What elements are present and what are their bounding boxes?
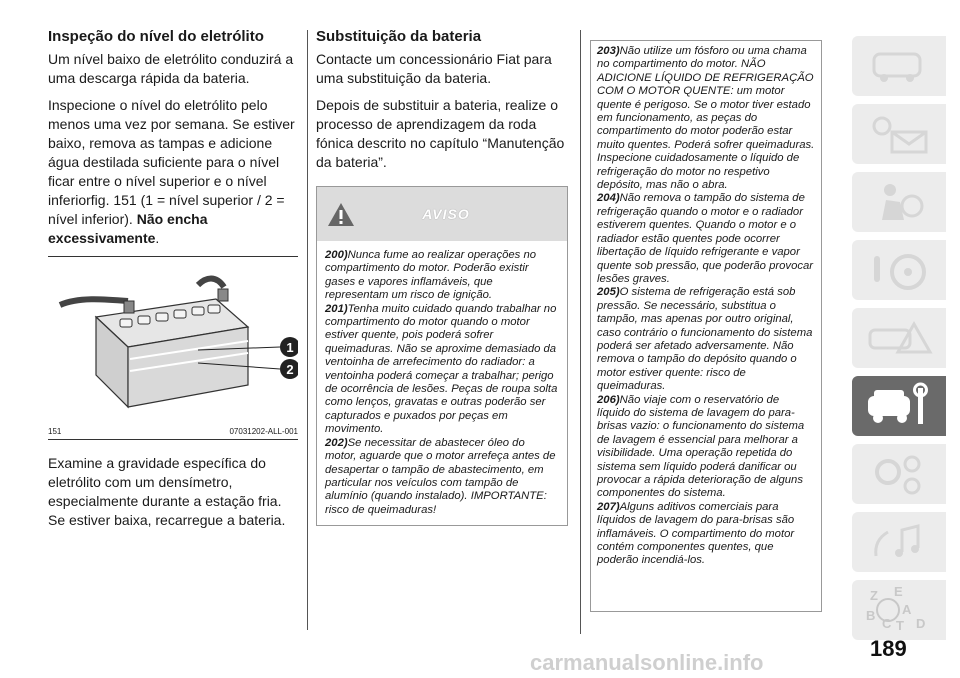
watermark: carmanualsonline.info — [530, 650, 764, 675]
tab-driving[interactable] — [852, 240, 946, 300]
maintenance-icon — [852, 376, 946, 436]
safety-icon — [852, 172, 946, 232]
warning-notes-continued — [590, 40, 822, 612]
callout-2: 2 — [286, 362, 294, 377]
tab-index[interactable] — [852, 580, 946, 640]
svg-text:B: B — [866, 608, 876, 623]
svg-text:Z: Z — [870, 588, 878, 603]
warning-lights-icon — [852, 104, 946, 164]
figure-151 — [48, 256, 298, 440]
tab-multimedia[interactable] — [852, 512, 946, 572]
paragraph: Examine a gravidade específica do eletrólito com um densímetro, especialmente durante a estação fria. Se estiver baixa, recarregue a bateria. — [48, 455, 286, 528]
column-divider — [307, 30, 308, 630]
note-item: 200)Nunca fume ao realizar operações no compartimento do motor. Poderão existir gases e vapores inflamáveis, que representam um risco de ignição. — [325, 249, 537, 302]
driving-icon — [852, 240, 946, 300]
tab-warning-lights[interactable] — [852, 104, 946, 164]
warning-triangle-icon — [327, 201, 355, 227]
section-heading-replacement: Substituição da bateria — [316, 28, 482, 45]
page-number: 189 — [870, 636, 907, 661]
note-item: 203)Não utilize um fósforo ou uma chama no compartimento do motor. NÃO ADICIONE LÍQUIDO DE REFRIGERAÇÃO COM O MOTOR QUENTE: um motor quente é perigoso. Se o motor tiver estado em funcionamento, as peças do compartimento do motor poderão estar muito quentes. Poderá sofrer queimaduras. Inspecione cuidadosamente o líquido de refrigeração do motor no respetivo depósito, mas não o abra. — [597, 45, 815, 192]
figure-code: 07031202-ALL-001 — [229, 427, 298, 436]
paragraph: Inspecione o nível do eletrólito pelo menos uma vez por semana. Se estiver baixo, remova as tampas e adicione água destilada suficiente para o nível ficar entre o nível superior e o nível inferiorfig. 151 (1 = nível superior / 2 = nível inferior). Não encha excessivamente. — [48, 97, 295, 246]
column-divider — [580, 30, 581, 634]
tab-technical-data[interactable] — [852, 444, 946, 504]
warning-header — [317, 187, 567, 241]
battery-illustration — [48, 257, 298, 427]
paragraph: Contacte um concessionário Fiat para uma substituição da bateria. — [316, 51, 552, 86]
car-dashboard-icon — [852, 36, 946, 96]
bold-warning-text: Não encha excessivamente — [48, 211, 208, 246]
tab-car-dashboard[interactable] — [852, 36, 946, 96]
note-item: 205)O sistema de refrigeração está sob pressão. Se necessário, substitua o tampão, mas apenas por outro original, caso contrário o funcionamento do sistema poderá ser afetado adversamente. Não remova o tampão do depósito quando o motor estiver quente: risco de queimaduras. — [597, 286, 813, 393]
note-item: 206)Não viaje com o reservatório de líquido do sistema de lavagem do para-brisas vazio: o funcionamento do sistema de lavagem é essencial para melhorar a visibilidade. Uma operação repetida do sistema sem líquido poderá danificar ou provocar a rápida deterioração de alguns componentes do sistema. — [597, 393, 805, 500]
svg-text:E: E — [894, 584, 903, 599]
column-middle — [316, 28, 568, 526]
note-item: 202)Se necessitar de abastecer óleo do motor, aguarde que o motor arrefeça antes de desapertar o tampão de abastecimento, em particular nos veículos com tampão de alumínio (quando instalado). IMPORTANTE: risco de queimaduras! — [325, 436, 556, 516]
figure-caption — [48, 427, 298, 440]
section-heading-electrolyte: Inspeção do nível do eletrólito — [48, 28, 264, 45]
technical-data-icon — [852, 444, 946, 504]
svg-text:A: A — [902, 602, 912, 617]
tab-safety[interactable] — [852, 172, 946, 232]
warning-box — [316, 186, 568, 526]
chapter-tabs — [852, 36, 946, 648]
column-right — [590, 40, 835, 612]
tab-maintenance-active[interactable] — [852, 376, 946, 436]
warning-notes — [317, 241, 567, 525]
paragraph: Depois de substituir a bateria, realize o processo de aprendizagem da roda fónica descrito no capítulo “Manutenção da bateria”. — [316, 97, 565, 170]
multimedia-icon — [852, 512, 946, 572]
tab-emergency[interactable] — [852, 308, 946, 368]
emergency-icon — [852, 308, 946, 368]
paragraph: Um nível baixo de eletrólito conduzirá a uma descarga rápida da bateria. — [48, 51, 294, 86]
note-item: 201)Tenha muito cuidado quando trabalhar no compartimento do motor quando o motor estiver quente, pois poderá sofrer queimaduras. Não se aproxime demasiado da ventoinha de arrefecimento do radiador: a ventoinha poderá começar a trabalhar; perigo de ocorrência de lesões. Peças de roupa solta como lenços, gravatas e outras poderão ser capturados e puxados por peças em movimento. — [325, 302, 558, 436]
svg-text:T: T — [896, 618, 904, 633]
figure-number: 151 — [48, 427, 62, 436]
note-item: 204)Não remova o tampão do sistema de refrigeração quando o motor e o radiador estiverem quentes. Quando o motor e o radiador estão quentes pode ocorrer libertação de líquido refrigerante e vapor quente sob pressão, que poderão provocar lesões graves. — [597, 192, 814, 285]
note-item: 207)Alguns aditivos comerciais para líquidos de lavagem do para-brisas são inflamáveis. O compartimento do motor contém componentes quentes, que poderão incendiá-los. — [597, 500, 795, 567]
column-left — [48, 28, 298, 538]
callout-1: 1 — [286, 340, 294, 355]
warning-title: AVISO — [422, 206, 470, 222]
index-icon — [852, 580, 946, 640]
svg-text:C: C — [882, 616, 892, 631]
svg-text:D: D — [916, 616, 926, 631]
